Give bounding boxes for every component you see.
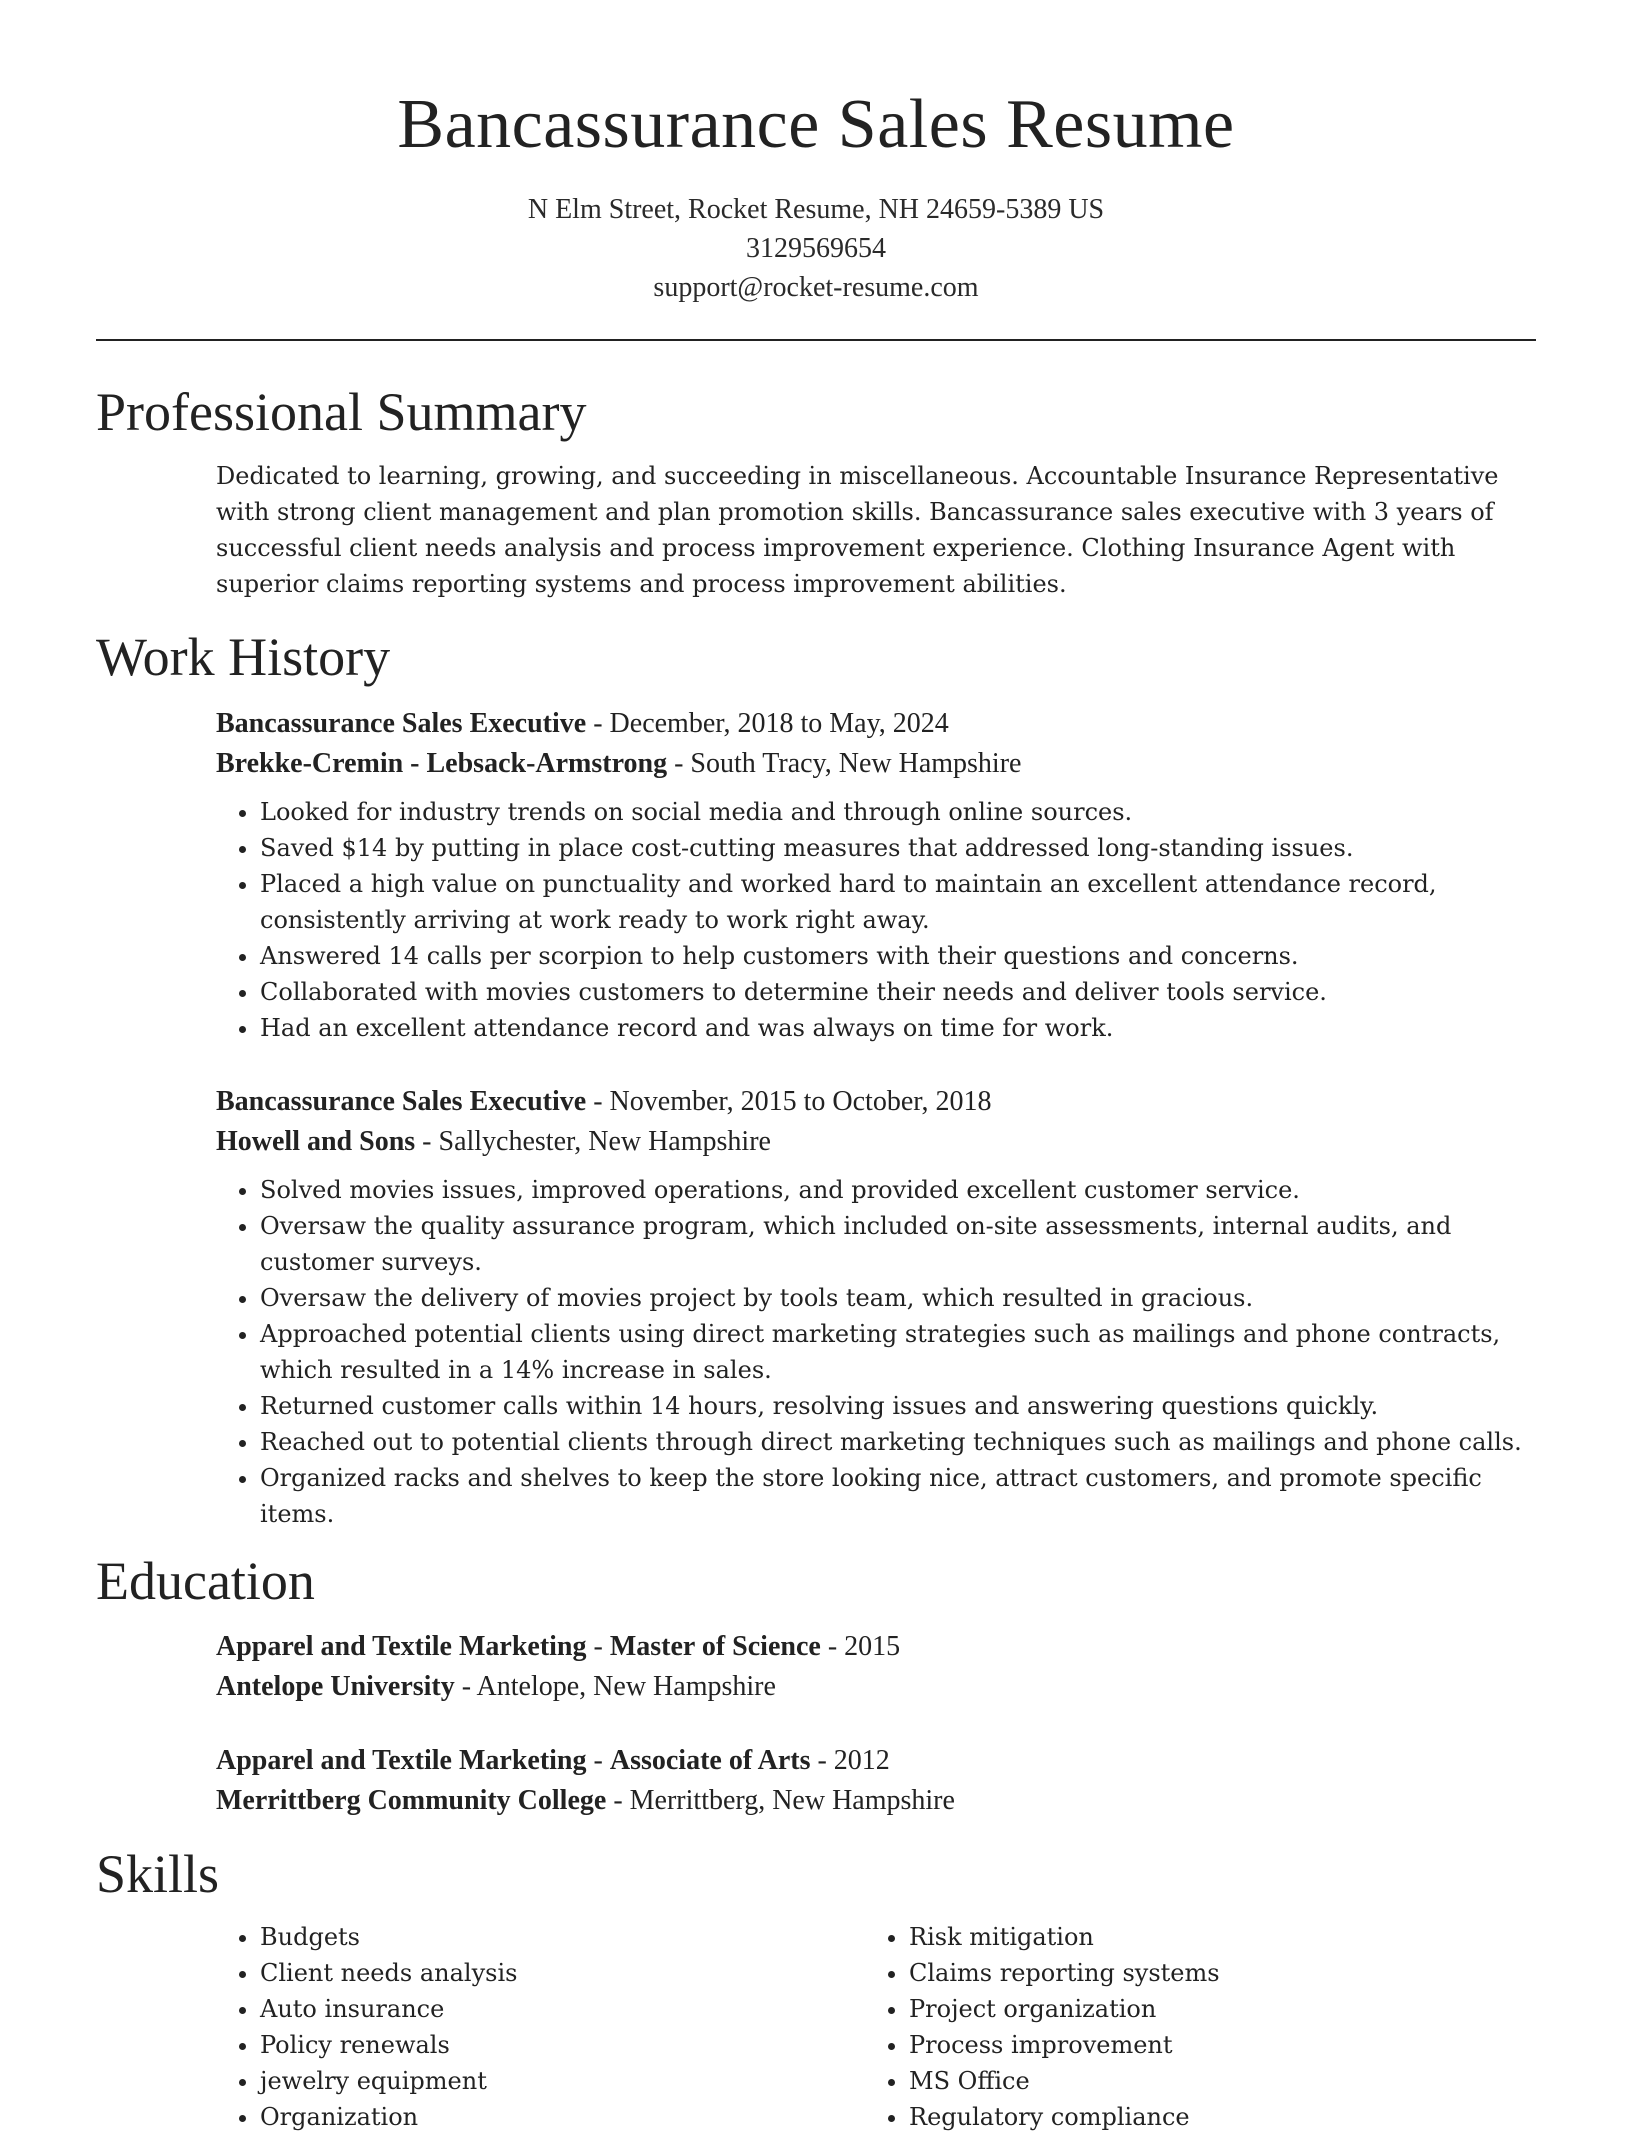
job-bullet: • Oversaw the delivery of movies project by tools team, which resulted in gracious. (260, 1280, 1536, 1316)
education-year: 2012 (833, 1745, 890, 1777)
skill-item: • Claims reporting systems (909, 1955, 1514, 1991)
education-school-line (216, 1781, 1536, 1821)
job-title-line (216, 704, 1536, 744)
education-entry (216, 1627, 1536, 1707)
address-text: N Elm Street, Rocket Resume, NH 24659-5389 US (527, 194, 1105, 225)
job-bullet: • Solved movies issues, improved operations, and provided excellent customer service. (260, 1172, 1536, 1208)
separator: - (606, 1785, 630, 1817)
skill-item: • Policy renewals (260, 2027, 865, 2063)
education-school: Antelope University (216, 1671, 455, 1703)
job-bullet: • Organized racks and shelves to keep the store looking nice, attract customers, and promote specific items. (260, 1460, 1536, 1532)
resume-title: Bancassurance Sales Resume (397, 86, 1235, 163)
contact-block (96, 190, 1536, 307)
job-dates: December, 2018 to May, 2024 (609, 707, 949, 739)
skill-item: • Regulatory compliance (909, 2099, 1514, 2135)
job-bullet: • Reached out to potential clients through direct marketing techniques such as mailings and phone calls. (260, 1424, 1536, 1460)
job-location: South Tracy, New Hampshire (690, 747, 1022, 779)
skill-item: • Project organization (909, 1991, 1514, 2027)
job-company: Brekke-Cremin - Lebsack-Armstrong (216, 747, 668, 779)
education-entry (216, 1741, 1536, 1821)
job-bullet: • Saved $14 by putting in place cost-cutting measures that addressed long-standing issues. (260, 830, 1536, 866)
education-location: Merrittberg, New Hampshire (629, 1785, 955, 1817)
skills-heading: Skills (96, 1844, 220, 1905)
separator: - (586, 707, 610, 739)
separator: - (586, 1631, 610, 1663)
education-degree-line (216, 1627, 1536, 1667)
job-entry (216, 1082, 1536, 1532)
job-role: Bancassurance Sales Executive (216, 707, 587, 739)
job-bullet: • Approached potential clients using direct marketing strategies such as mailings and phone contracts, which resulted in a 14% increase in sales. (260, 1316, 1536, 1388)
education-year: 2015 (844, 1631, 901, 1663)
work-history-section (96, 628, 1536, 1531)
education-degree-line (216, 1741, 1536, 1781)
skill-item: • Client needs analysis (260, 1955, 865, 1991)
summary-section (96, 383, 1536, 602)
job-dates: November, 2015 to October, 2018 (609, 1085, 992, 1117)
skill-item: • Organization (260, 2099, 865, 2135)
job-bullet: • Oversaw the quality assurance program, which included on-site assessments, internal audits, and customer surveys. (260, 1208, 1536, 1280)
education-section (96, 1552, 1536, 1821)
separator: - (810, 1745, 834, 1777)
skills-section (96, 1845, 1536, 2134)
separator: - (415, 1125, 439, 1157)
job-title-line (216, 1082, 1536, 1122)
resume-page (96, 0, 1536, 2135)
job-bullets (216, 794, 1536, 1046)
skills-list-right (865, 1919, 1514, 2135)
skill-item: • Auto insurance (260, 1991, 865, 2027)
education-heading: Education (96, 1550, 315, 1611)
summary-heading: Professional Summary (96, 382, 587, 442)
education-location: Antelope, New Hampshire (476, 1671, 776, 1703)
job-bullet: • Had an excellent attendance record and was always on time for work. (260, 1010, 1536, 1046)
education-field: Apparel and Textile Marketing (216, 1745, 587, 1777)
job-bullets (216, 1172, 1536, 1532)
education-body (216, 1627, 1536, 1821)
summary-text: Dedicated to learning, growing, and succeeding in miscellaneous. Accountable Insurance Representative with strong client management and plan promotion skills. Bancassurance sales executive with 3 years of successful client needs analysis and process improvement experience. Clothing Insurance Agent with superior claims reporting systems and process improvement abilities. (216, 462, 1499, 599)
separator: - (586, 1085, 610, 1117)
separator: - (454, 1671, 477, 1703)
education-school: Merrittberg Community College (216, 1785, 607, 1817)
skill-item: • Process improvement (909, 2027, 1514, 2063)
skill-item: • jewelry equipment (260, 2063, 865, 2099)
job-location: Sallychester, New Hampshire (438, 1125, 771, 1157)
skill-item: • MS Office (909, 2063, 1514, 2099)
job-entry (216, 704, 1536, 1046)
education-degree: Master of Science (609, 1631, 821, 1663)
job-company-line (216, 1122, 1536, 1162)
job-bullet: • Answered 14 calls per scorpion to help customers with their questions and concerns. (260, 938, 1536, 974)
separator: - (667, 747, 691, 779)
education-degree: Associate of Arts (609, 1745, 811, 1777)
skill-item: • Risk mitigation (909, 1919, 1514, 1955)
job-role: Bancassurance Sales Executive (216, 1085, 587, 1117)
skill-item: • Budgets (260, 1919, 865, 1955)
skills-list-left (216, 1919, 865, 2135)
job-company-line (216, 744, 1536, 784)
work-history-body (216, 704, 1536, 1532)
separator: - (586, 1745, 610, 1777)
phone-text: 3129569654 (746, 233, 886, 264)
education-school-line (216, 1667, 1536, 1707)
job-bullet: • Returned customer calls within 14 hours, resolving issues and answering questions quickly. (260, 1388, 1536, 1424)
header-divider (96, 339, 1536, 341)
email-link[interactable]: support@rocket-resume.com (653, 272, 979, 303)
work-history-heading: Work History (96, 627, 391, 688)
job-bullet: • Looked for industry trends on social media and through online sources. (260, 794, 1536, 830)
skills-columns (216, 1919, 1536, 2135)
job-bullet: • Collaborated with movies customers to determine their needs and deliver tools service. (260, 974, 1536, 1010)
job-bullet: • Placed a high value on punctuality and worked hard to maintain an excellent attendance record, consistently arriving at work ready to work right away. (260, 866, 1536, 938)
job-company: Howell and Sons (216, 1125, 416, 1157)
education-field: Apparel and Textile Marketing (216, 1631, 587, 1663)
separator: - (820, 1631, 845, 1663)
